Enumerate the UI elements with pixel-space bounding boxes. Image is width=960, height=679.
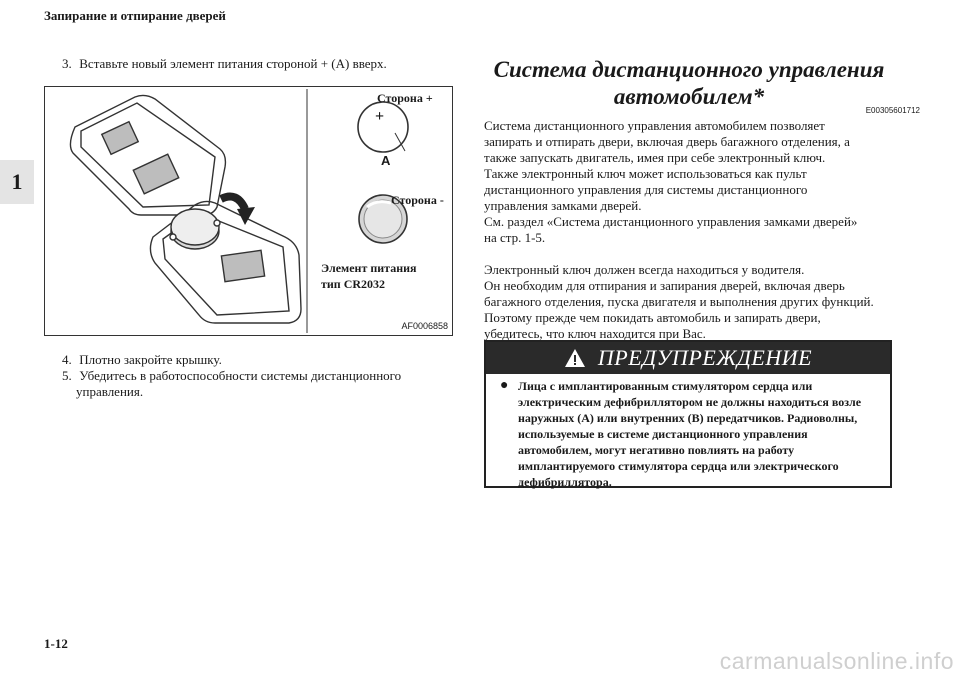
step-4 — [62, 352, 222, 368]
battery-label-line2: тип CR2032 — [321, 277, 386, 291]
warning-line: автомобилем, могут негативно повлиять на работу — [518, 443, 795, 457]
body-line: Система дистанционного управления автомобилем позволяет — [484, 118, 825, 133]
body-line: дистанционного управления для системы дистанционного — [484, 182, 808, 197]
battery-replacement-figure — [44, 86, 453, 336]
section-title-line1: Система дистанционного управления — [493, 57, 885, 82]
letter-a: A — [381, 153, 391, 168]
body-line: убедитесь, что ключ находится при Вас. — [484, 326, 706, 341]
warning-item — [486, 374, 890, 490]
body-line: Он необходим для отпирания и запирания дверей, включая дверь — [484, 278, 845, 293]
warning-line: имплантируемого стимулятора сердца или электрического — [518, 459, 839, 473]
chapter-number: 1 — [11, 169, 23, 194]
warning-triangle-icon — [564, 348, 586, 368]
minus-side-label: Сторона - — [391, 193, 444, 207]
key-fob-illustration — [45, 87, 452, 335]
section-code: E00305601712 — [865, 106, 920, 115]
body-line: Поэтому прежде чем покидать автомобиль и запирать двери, — [484, 310, 821, 325]
body-line: багажного отделения, пуска двигателя и выполнения других функций. — [484, 294, 874, 309]
body-line: Также электронный ключ может использоваться как пульт — [484, 166, 807, 181]
step-text: Плотно закройте крышку. — [79, 352, 222, 367]
page-number: 1-12 — [44, 636, 68, 651]
warning-line: Лица с имплантированным стимулятором сердца или — [518, 379, 813, 393]
warning-line: дефибриллятора. — [518, 475, 612, 489]
body-line: также запускать двигатель, имея при себе электронный ключ. — [484, 150, 826, 165]
plus-side-label: Сторона + — [377, 91, 433, 105]
warning-line: электрическим дефибриллятором не должны находиться возле — [518, 395, 862, 409]
step-number: 5. — [62, 368, 72, 383]
step-text-line2: управления. — [76, 384, 144, 399]
body-line: См. раздел «Система дистанционного управления замками дверей» — [484, 214, 858, 229]
body-line: на стр. 1-5. — [484, 230, 546, 245]
watermark: carmanualsonline.info — [719, 648, 954, 674]
step-3 — [62, 56, 387, 72]
section-body — [484, 118, 904, 342]
step-5 — [62, 368, 401, 400]
battery-label-line1: Элемент питания — [321, 261, 417, 275]
body-line: Электронный ключ должен всегда находиться у водителя. — [484, 262, 805, 277]
warning-line: используемые в системе дистанционного управления — [518, 427, 808, 441]
warning-header — [486, 342, 890, 374]
bullet-icon: ● — [500, 378, 509, 393]
section-title-line2: автомобилем* — [613, 84, 765, 109]
warning-box — [484, 340, 892, 488]
warning-title: ПРЕДУПРЕЖДЕНИЕ — [597, 345, 813, 370]
body-line: запирать и отпирать двери, включая дверь багажного отделения, а — [484, 134, 850, 149]
page-header-title: Запирание и отпирание дверей — [44, 8, 226, 23]
chapter-tab — [0, 160, 34, 204]
warning-line: наружных (A) или внутренних (B) передатчиков. Радиоволны, — [518, 411, 858, 425]
step-number: 4. — [62, 352, 72, 367]
plus-sign: + — [375, 108, 385, 125]
warning-text — [518, 378, 861, 490]
body-line: управления замками дверей. — [484, 198, 642, 213]
section-title — [484, 56, 894, 110]
step-text: Вставьте новый элемент питания стороной + (A) вверх. — [79, 56, 387, 71]
step-number: 3. — [62, 56, 72, 71]
figure-code: AF0006858 — [401, 321, 448, 331]
step-text-line1: Убедитесь в работоспособности системы дистанционного — [79, 368, 402, 383]
